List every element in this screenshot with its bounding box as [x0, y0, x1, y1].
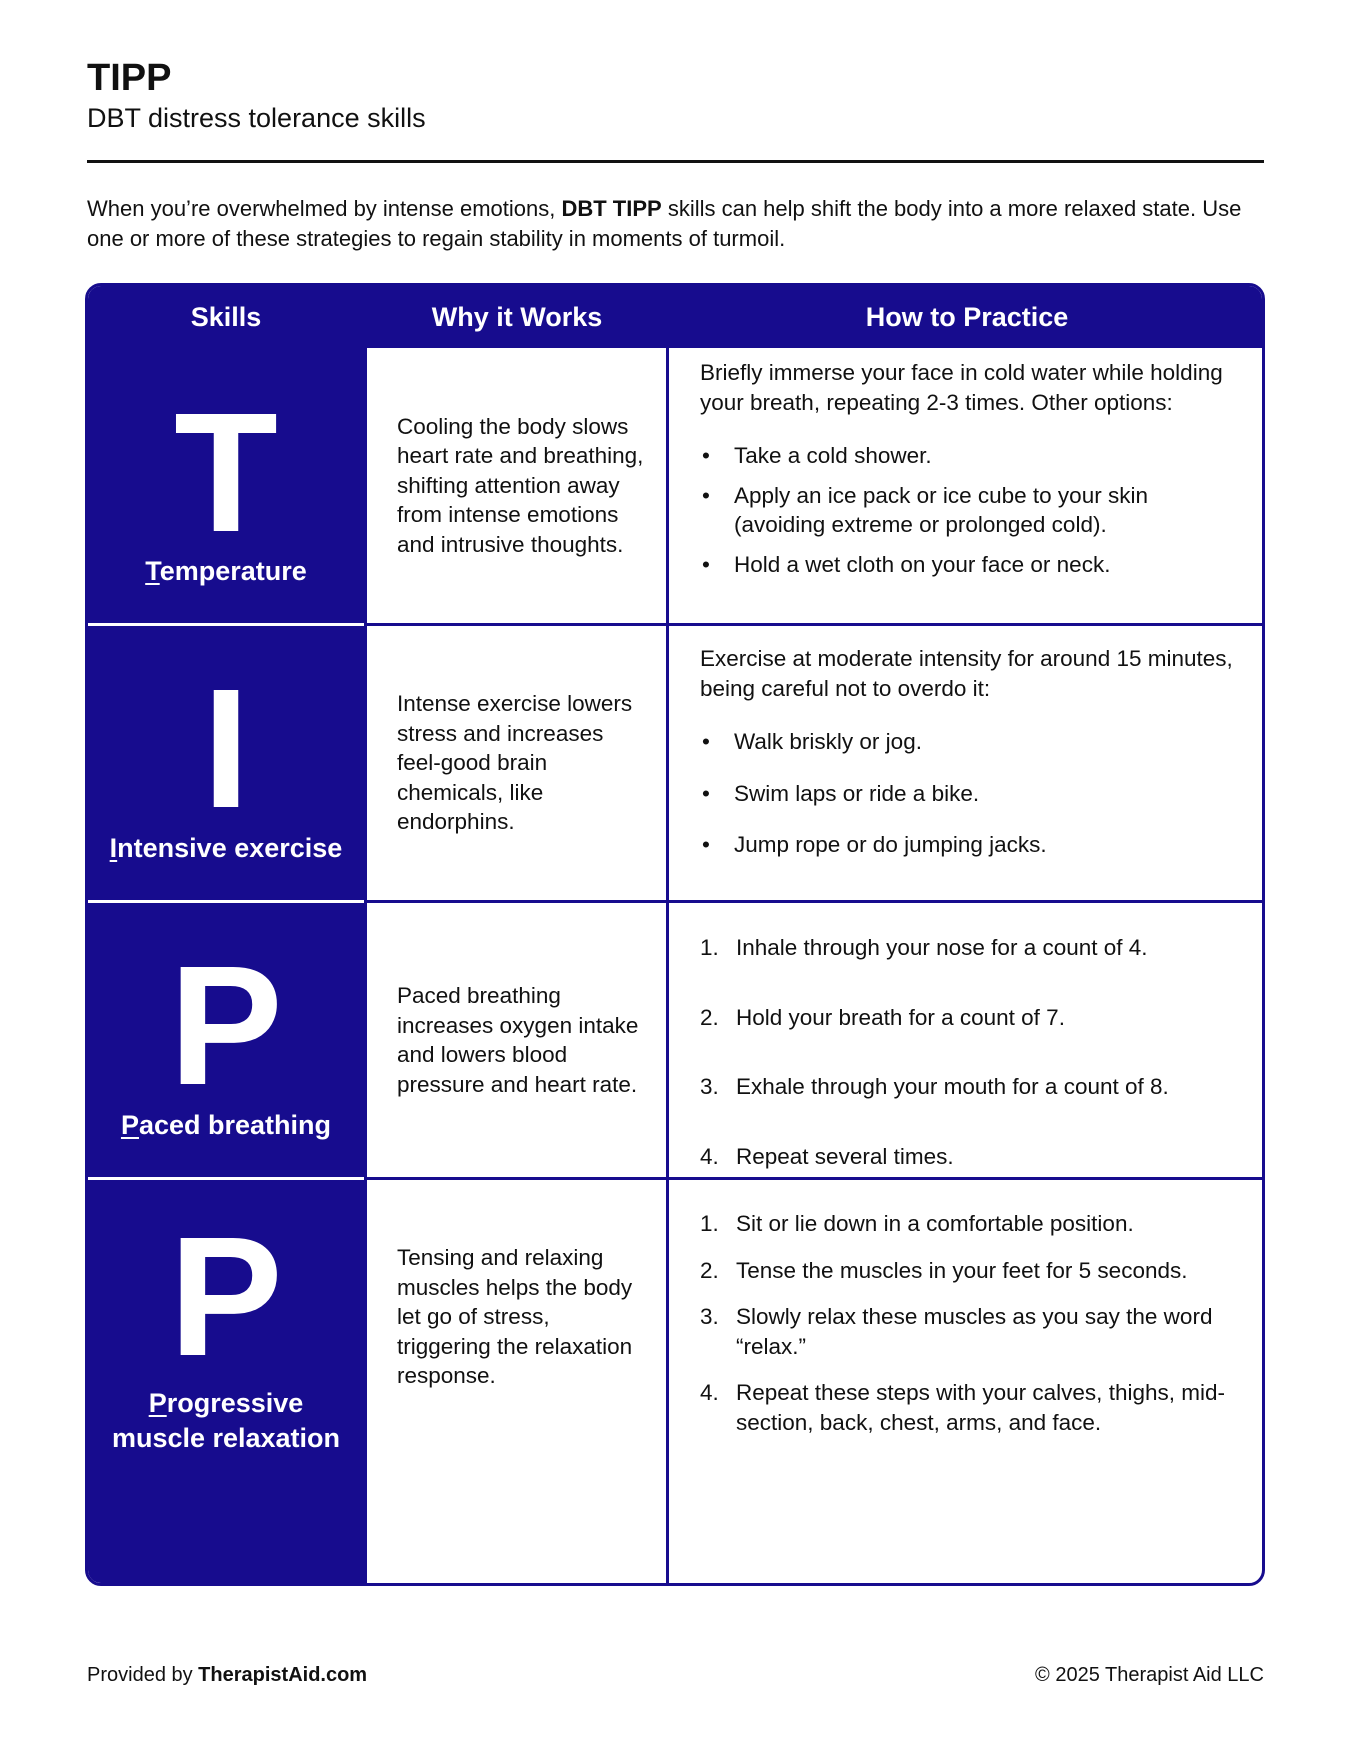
list-item: [700, 1003, 1240, 1033]
list-item: [700, 481, 1240, 540]
list-number: 1.: [700, 935, 719, 960]
list-item: [700, 1378, 1240, 1437]
skill-cell: [88, 903, 364, 1177]
footer-provided-text: Provided by: [87, 1664, 199, 1686]
why-text: Intense exercise lowers stress and increases feel-good brain chemicals, like endorphins.: [397, 691, 633, 835]
intro-text-part1: When you’re overwhelmed by intense emotions,: [87, 196, 562, 221]
list-item-text: Repeat these steps with your calves, thighs, mid-section, back, chest, arms, and face.: [736, 1380, 1225, 1435]
skill-name: [88, 1386, 364, 1456]
column-header-why: Why it Works: [431, 301, 603, 332]
why-cell: [366, 903, 666, 1177]
why-text: Tensing and relaxing muscles helps the body let go of stress, triggering the relaxation response.: [397, 1245, 633, 1389]
how-cell: [669, 903, 1265, 1177]
skill-cell: [88, 348, 364, 623]
list-item: [700, 1302, 1240, 1361]
tipp-table: [85, 283, 1265, 1586]
table-row-paced-breathing: [88, 903, 1262, 1177]
list-number: 2.: [700, 1004, 719, 1030]
list-item-text: Hold your breath for a count of 7.: [736, 1004, 1065, 1030]
page-title: TIPP: [87, 57, 172, 99]
how-cell: [669, 348, 1265, 623]
list-number: 3.: [700, 1074, 719, 1099]
column-header-skills: Skills: [190, 301, 262, 332]
footer-copyright: © 2025 Therapist Aid LLC: [1035, 1664, 1264, 1686]
list-item-text: Tense the muscles in your feet for 5 seconds.: [736, 1257, 1188, 1283]
page-subtitle: DBT distress tolerance skills: [87, 103, 426, 133]
bullet-icon: •: [702, 443, 710, 468]
list-item: [700, 1142, 1240, 1172]
list-number: 4.: [700, 1380, 719, 1405]
list-number: 4.: [700, 1143, 719, 1169]
list-item: [700, 550, 1240, 580]
list-item-text: Sit or lie down in a comfortable position.: [736, 1211, 1134, 1236]
list-item: [700, 441, 1240, 471]
footer-brand: TherapistAid.com: [198, 1664, 368, 1686]
list-item-text: Take a cold shower.: [734, 443, 932, 468]
how-cell: [669, 1180, 1265, 1586]
intro-paragraph: [87, 194, 1277, 254]
bullet-icon: •: [702, 729, 710, 754]
list-item-text: Apply an ice pack or ice cube to your skin (avoiding extreme or prolonged cold).: [734, 482, 1148, 537]
list-number: 2.: [700, 1257, 719, 1283]
skill-name-rest: emperature: [159, 556, 307, 586]
list-item-text: Slowly relax these muscles as you say the word “relax.”: [736, 1304, 1213, 1359]
list-item-text: Hold a wet cloth on your face or neck.: [734, 551, 1111, 577]
list-item: [700, 779, 1240, 809]
table-row-intensive-exercise: [88, 626, 1262, 900]
list-item-text: Jump rope or do jumping jacks.: [734, 832, 1047, 857]
skill-cell: [88, 1180, 364, 1586]
skill-name-rest: rogressive: [166, 1388, 304, 1418]
list-item: [700, 1209, 1240, 1239]
skill-name-rest: ntensive exercise: [117, 833, 343, 863]
list-item-text: Repeat several times.: [736, 1143, 954, 1169]
why-cell: [366, 348, 666, 623]
list-item: [700, 1256, 1240, 1286]
how-intro: Briefly immerse your face in cold water while holding your breath, repeating 2-3 times. Other options:: [700, 360, 1223, 415]
list-item: [700, 1072, 1240, 1102]
skill-name-initial: P: [148, 1388, 167, 1418]
list-number: 3.: [700, 1304, 719, 1329]
list-item: [700, 933, 1240, 963]
skill-letter: P: [169, 1202, 283, 1392]
how-content: [700, 933, 1240, 1171]
how-content: [700, 1209, 1240, 1437]
skill-name-initial: T: [145, 556, 160, 586]
skill-name-line2: muscle relaxation: [111, 1423, 341, 1453]
list-item: [700, 830, 1240, 860]
footer-provided-by: [87, 1664, 367, 1687]
bullet-icon: •: [702, 482, 710, 508]
column-divider: [364, 286, 367, 1583]
skill-name: [88, 554, 364, 589]
how-content: [700, 358, 1240, 579]
skill-name: [88, 831, 364, 866]
why-cell: [366, 626, 666, 900]
list-item-text: Swim laps or ride a bike.: [734, 780, 980, 806]
how-cell: [669, 626, 1265, 900]
how-content: [700, 644, 1240, 860]
list-item-text: Exhale through your mouth for a count of 8.: [736, 1074, 1169, 1099]
skill-letter: T: [174, 378, 278, 568]
skill-name: [88, 1108, 364, 1143]
column-divider: [666, 286, 669, 1583]
bullet-icon: •: [702, 551, 710, 577]
bullet-icon: •: [702, 832, 710, 857]
skill-cell: [88, 626, 364, 900]
list-item: [700, 727, 1240, 757]
table-row-temperature: [88, 348, 1262, 623]
why-cell: [366, 1180, 666, 1454]
list-item-text: Inhale through your nose for a count of 4.: [736, 935, 1148, 960]
skill-name-initial: P: [120, 1110, 139, 1140]
divider: [87, 160, 1264, 163]
list-item-text: Walk briskly or jog.: [734, 729, 922, 754]
list-number: 1.: [700, 1211, 719, 1236]
intro-text-bold: DBT TIPP: [561, 196, 662, 221]
why-text: Paced breathing increases oxygen intake and lowers blood pressure and heart rate.: [397, 983, 639, 1097]
intro-text-part2: skills can help shift the body into a more relaxed state. Use one or more of these strategies to regain stability in moments of turmoil.: [87, 196, 1242, 251]
how-intro: Exercise at moderate intensity for around 15 minutes, being careful not to overdo it:: [700, 646, 1233, 701]
column-header-how: How to Practice: [865, 301, 1069, 332]
why-text: Cooling the body slows heart rate and breathing, shifting attention away from intense emotions and intrusive thoughts.: [397, 413, 644, 557]
bullet-icon: •: [702, 780, 710, 806]
skill-letter: I: [202, 654, 250, 844]
skill-name-rest: aced breathing: [138, 1110, 332, 1140]
skill-name-initial: I: [109, 833, 118, 863]
skill-letter: P: [169, 931, 283, 1121]
table-header-row: [88, 286, 1262, 348]
table-row-progressive-muscle-relaxation: [88, 1180, 1262, 1586]
